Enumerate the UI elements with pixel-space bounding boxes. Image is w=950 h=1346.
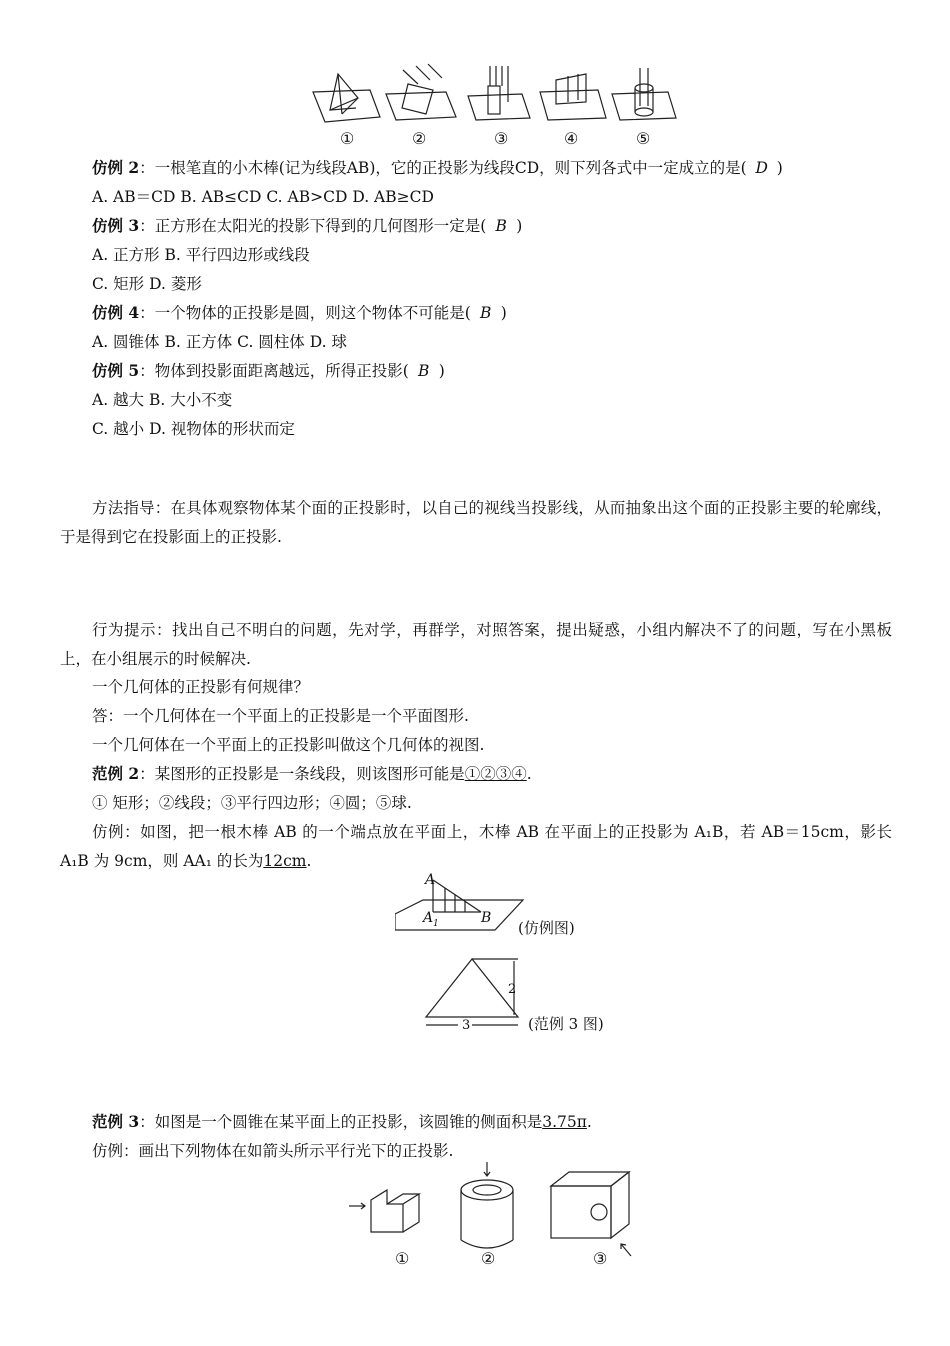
example-3-answer: B xyxy=(495,217,507,235)
rod-figure-caption: (仿例图) xyxy=(518,919,575,937)
object-label-2: ② xyxy=(481,1249,496,1268)
point-a-label: A xyxy=(425,872,436,888)
example-4-options: A. 圆锥体 B. 正方体 C. 圆柱体 D. 球 xyxy=(92,333,347,351)
example-5-label: 仿例 5 xyxy=(92,361,140,380)
fan-example-3-answer: 3.75π xyxy=(542,1113,587,1131)
fan-example-2-label: 范例 2 xyxy=(92,764,140,783)
fan-example-2-answer: ①②③④ xyxy=(464,765,527,783)
example-4-text: ：一个物体的正投影是圆，则这个物体不可能是( xyxy=(139,304,471,322)
fan-example-2-end: . xyxy=(526,765,532,783)
example-2-options: A. AB＝CD B. AB≤CD C. AB>CD D. AB≥CD xyxy=(92,188,434,206)
fan-example-2-options: ① 矩形；②线段；③平行四边形；④圆；⑤球. xyxy=(92,794,412,812)
cone-height-label: 2 xyxy=(508,982,517,997)
objects-figure xyxy=(345,1160,645,1270)
example-4-question xyxy=(92,303,507,323)
cone-projection-figure xyxy=(422,955,522,1033)
point-a1-label: A xyxy=(423,910,434,926)
method-guide: 方法指导：在具体观察物体某个面的正投影时，以自己的视线当投影线，从而抽象出这个面的正投影主要的轮廓线，于是得到它在投影面上的正投影. xyxy=(60,499,892,546)
behavior-hint: 行为提示：找出自己不明白的问题，先对学，再群学，对照答案，提出疑惑，小组内解决不了的问题，写在小黑板上，在小组展示的时候解决. xyxy=(60,621,892,668)
rod-example-text: 仿例：如图，把一根木棒 AB 的一个端点放在平面上，木棒 AB 在平面上的正投影为 A₁B，若 AB＝15cm，影长 A₁B 为 9cm，则 AA₁ 的长为 xyxy=(60,823,892,870)
example-3-options-1: A. 正方形 B. 平行四边形或线段 xyxy=(92,246,310,264)
example-3-close: ) xyxy=(516,217,523,235)
example-2-label: 仿例 2 xyxy=(92,158,140,177)
fan-example-3-question xyxy=(92,1112,592,1132)
answer-2: 一个几何体在一个平面上的正投影叫做这个几何体的视图. xyxy=(92,736,485,754)
example-3-question xyxy=(92,216,522,236)
example-3-label: 仿例 3 xyxy=(92,216,140,235)
example-2-answer: D xyxy=(755,159,768,177)
fig1-label-4: ④ xyxy=(564,129,579,148)
object-label-1: ① xyxy=(395,1249,410,1268)
fan-example-3-text: ：如图是一个圆锥在某平面上的正投影，该圆锥的侧面积是 xyxy=(139,1113,543,1131)
fig1-label-2: ② xyxy=(412,129,427,148)
rod-example-answer: 12cm xyxy=(263,852,307,870)
fan-example-2-question xyxy=(92,764,532,784)
example-4-label: 仿例 4 xyxy=(92,303,140,322)
fig1-label-1: ① xyxy=(340,129,355,148)
rod-projection-figure xyxy=(395,870,525,938)
fan-example-2-text: ：某图形的正投影是一条线段，则该图形可能是 xyxy=(139,765,465,783)
example-5-question xyxy=(92,361,445,381)
point-b-label: B xyxy=(481,910,492,926)
example-2-question xyxy=(92,158,783,178)
fig1-label-5: ⑤ xyxy=(636,129,651,148)
answer-1: 答：一个几何体在一个平面上的正投影是一个平面图形. xyxy=(92,707,469,725)
example-4-answer: B xyxy=(480,304,492,322)
draw-projection-prompt: 仿例：画出下列物体在如箭头所示平行光下的正投影. xyxy=(92,1142,454,1160)
rod-example xyxy=(60,818,892,876)
rod-example-end: . xyxy=(306,852,312,870)
point-a1-subscript: 1 xyxy=(433,919,439,929)
example-2-close: ) xyxy=(776,159,783,177)
cone-figure-caption: (范例 3 图) xyxy=(528,1015,604,1033)
example-3-text: ：正方形在太阳光的投影下得到的几何图形一定是( xyxy=(139,217,487,235)
cone-width-label: 3 xyxy=(462,1018,471,1033)
example-5-options-2: C. 越小 D. 视物体的形状而定 xyxy=(92,420,295,438)
example-5-answer: B xyxy=(418,362,430,380)
example-5-close: ) xyxy=(438,362,445,380)
example-5-options-1: A. 越大 B. 大小不变 xyxy=(92,391,233,409)
example-5-text: ：物体到投影面距离越远，所得正投影( xyxy=(139,362,409,380)
object-label-3: ③ xyxy=(593,1249,608,1268)
example-3-options-2: C. 矩形 D. 菱形 xyxy=(92,275,202,293)
example-4-close: ) xyxy=(500,304,507,322)
fig1-label-3: ③ xyxy=(494,129,509,148)
question-rule: 一个几何体的正投影有何规律？ xyxy=(92,678,310,696)
example-2-text: ：一根笔直的小木棒(记为线段AB)，它的正投影为线段CD，则下列各式中一定成立的是( xyxy=(139,159,747,177)
projection-figures xyxy=(308,62,680,152)
fan-example-3-end: . xyxy=(586,1113,592,1131)
fan-example-3-label: 范例 3 xyxy=(92,1112,140,1131)
